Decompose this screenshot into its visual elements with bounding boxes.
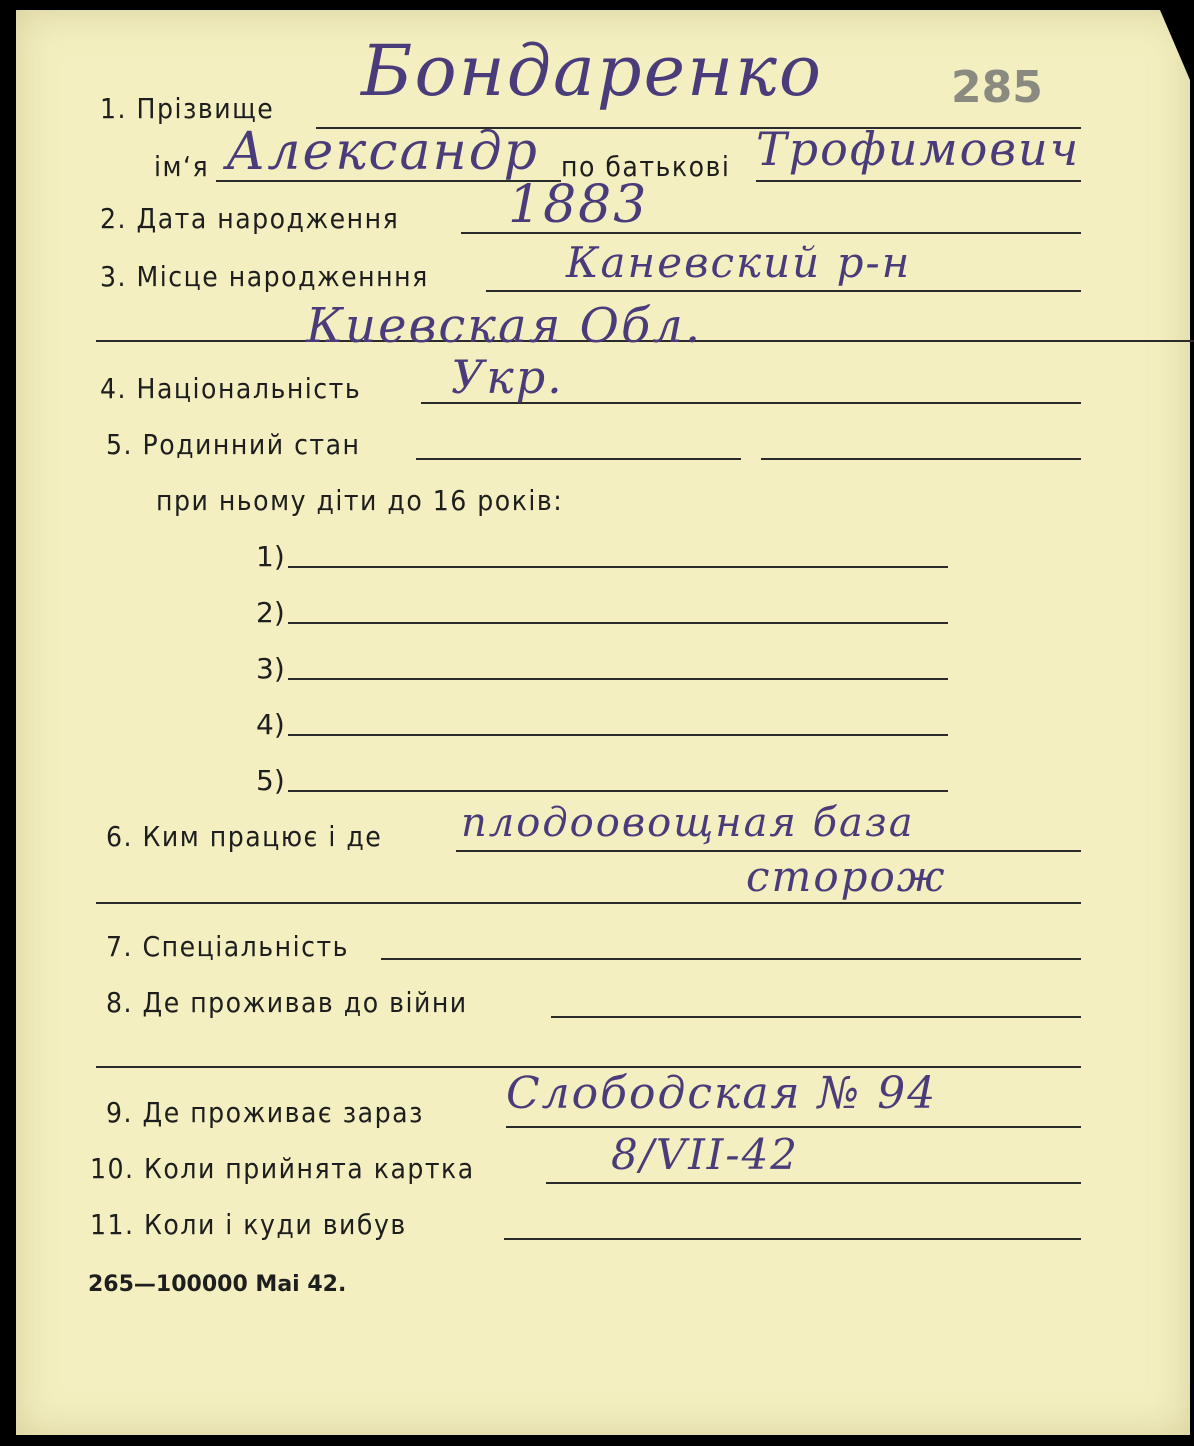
registration-card xyxy=(16,10,1190,1435)
child-1-label: 1) xyxy=(256,540,285,573)
patronymic-line xyxy=(756,180,1081,182)
prewar-residence-line-1 xyxy=(551,1016,1081,1018)
birth-date-label: 2. Дата народження xyxy=(100,202,400,235)
card-date-line xyxy=(546,1182,1081,1184)
pencil-number: 285 xyxy=(951,62,1043,113)
nationality-label: 4. Національність xyxy=(100,372,362,405)
child-3-label: 3) xyxy=(256,652,285,685)
marital-status-label: 5. Родинний стан xyxy=(106,428,361,461)
surname-handwritten: Бондаренко xyxy=(361,30,824,112)
work-label: 6. Ким працює і де xyxy=(106,820,383,853)
work-handwritten-1: плодоовощная база xyxy=(461,800,915,846)
nationality-handwritten: Укр. xyxy=(451,350,564,404)
card-date-handwritten: 8/VII-42 xyxy=(611,1130,800,1179)
birth-place-handwritten-2: Киевская Обл. xyxy=(306,298,703,354)
child-1-line xyxy=(288,566,948,568)
departure-label: 11. Коли і куди вибув xyxy=(90,1208,407,1241)
child-5-line xyxy=(288,790,948,792)
specialty-line xyxy=(381,958,1081,960)
child-5-label: 5) xyxy=(256,764,285,797)
child-4-line xyxy=(288,734,948,736)
birth-place-label: 3. Місце народженння xyxy=(100,260,429,293)
birth-place-line xyxy=(486,290,1081,292)
card-date-label: 10. Коли прийнята картка xyxy=(90,1152,475,1185)
marital-status-line-2 xyxy=(761,458,1081,460)
birth-date-handwritten: 1883 xyxy=(508,175,649,235)
work-line-2 xyxy=(96,902,1081,904)
first-name-handwritten: Александр xyxy=(226,122,539,182)
specialty-label: 7. Спеціальність xyxy=(106,930,349,963)
patronymic-handwritten: Трофимович xyxy=(756,122,1081,176)
marital-status-line-1 xyxy=(416,458,741,460)
first-name-label: ім‘я xyxy=(154,150,210,183)
patronymic-label: по батькові xyxy=(561,150,731,183)
current-residence-line xyxy=(506,1126,1081,1128)
child-2-label: 2) xyxy=(256,596,285,629)
birth-place-handwritten-1: Каневский р-н xyxy=(566,238,912,287)
current-residence-handwritten: Слободская № 94 xyxy=(506,1068,938,1119)
children-label: при ньому діти до 16 років: xyxy=(156,484,564,517)
print-code: 265—100000 Mai 42. xyxy=(88,1272,347,1297)
work-handwritten-2: сторож xyxy=(746,852,947,901)
child-3-line xyxy=(288,678,948,680)
prewar-residence-label: 8. Де проживав до війни xyxy=(106,986,468,1019)
torn-corner xyxy=(1160,10,1190,80)
child-2-line xyxy=(288,622,948,624)
current-residence-label: 9. Де проживає зараз xyxy=(106,1096,424,1129)
child-4-label: 4) xyxy=(256,708,285,741)
surname-label: 1. Прізвище xyxy=(100,92,275,125)
departure-line xyxy=(504,1238,1081,1240)
